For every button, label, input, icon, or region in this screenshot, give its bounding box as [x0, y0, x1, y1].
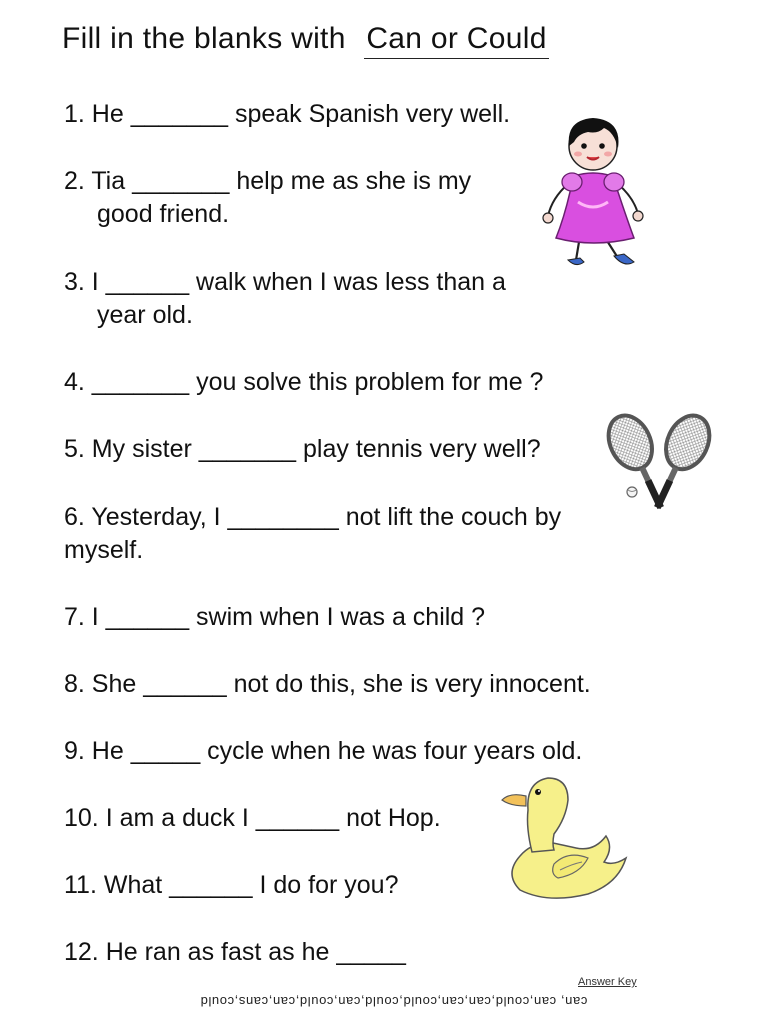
- question-text: 5. My sister _______ play tennis very well?: [64, 435, 541, 463]
- question-1: [64, 98, 510, 131]
- title-topic: Can or Could: [364, 22, 548, 59]
- question-9: [64, 735, 582, 768]
- question-text: 12. He ran as fast as he _____: [64, 938, 406, 966]
- question-2: [64, 165, 471, 231]
- cartoon-girl-icon: [538, 112, 648, 274]
- answer-key-answers: can, can,could,can,can,could,could,can,could,can,cans,could: [200, 994, 588, 1009]
- question-8: [64, 668, 591, 701]
- question-text: 2. Tia _______ help me as she is my: [64, 167, 472, 195]
- tennis-rackets-icon: [602, 408, 718, 524]
- question-text-continued: myself.: [64, 536, 144, 564]
- question-text: 9. He _____ cycle when he was four years old.: [64, 737, 583, 765]
- question-text-continued: year old.: [97, 301, 193, 329]
- question-text: 1. He _______ speak Spanish very well.: [64, 100, 511, 128]
- question-text: 6. Yesterday, I ________ not lift the couch by: [64, 503, 562, 531]
- question-6: [64, 501, 561, 567]
- answer-key-label: Answer Key: [578, 976, 637, 988]
- question-text-continued: good friend.: [97, 200, 230, 228]
- question-text: 4. _______ you solve this problem for me ?: [64, 368, 544, 396]
- question-text: 8. She ______ not do this, she is very innocent.: [64, 670, 591, 698]
- question-text: 10. I am a duck I ______ not Hop.: [64, 804, 441, 832]
- question-7: [64, 601, 485, 634]
- question-text: 7. I ______ swim when I was a child ?: [64, 603, 486, 631]
- question-3: [64, 266, 506, 332]
- title-prefix: Fill in the blanks with: [62, 22, 346, 55]
- worksheet-title: [62, 22, 549, 59]
- question-12: [64, 936, 406, 969]
- question-text: 3. I ______ walk when I was less than a: [64, 268, 506, 296]
- question-10: [64, 802, 441, 835]
- question-5: [64, 433, 541, 466]
- question-text: 11. What ______ I do for you?: [64, 871, 399, 899]
- question-4: [64, 366, 543, 399]
- question-11: [64, 869, 399, 902]
- yellow-duck-icon: [496, 770, 632, 904]
